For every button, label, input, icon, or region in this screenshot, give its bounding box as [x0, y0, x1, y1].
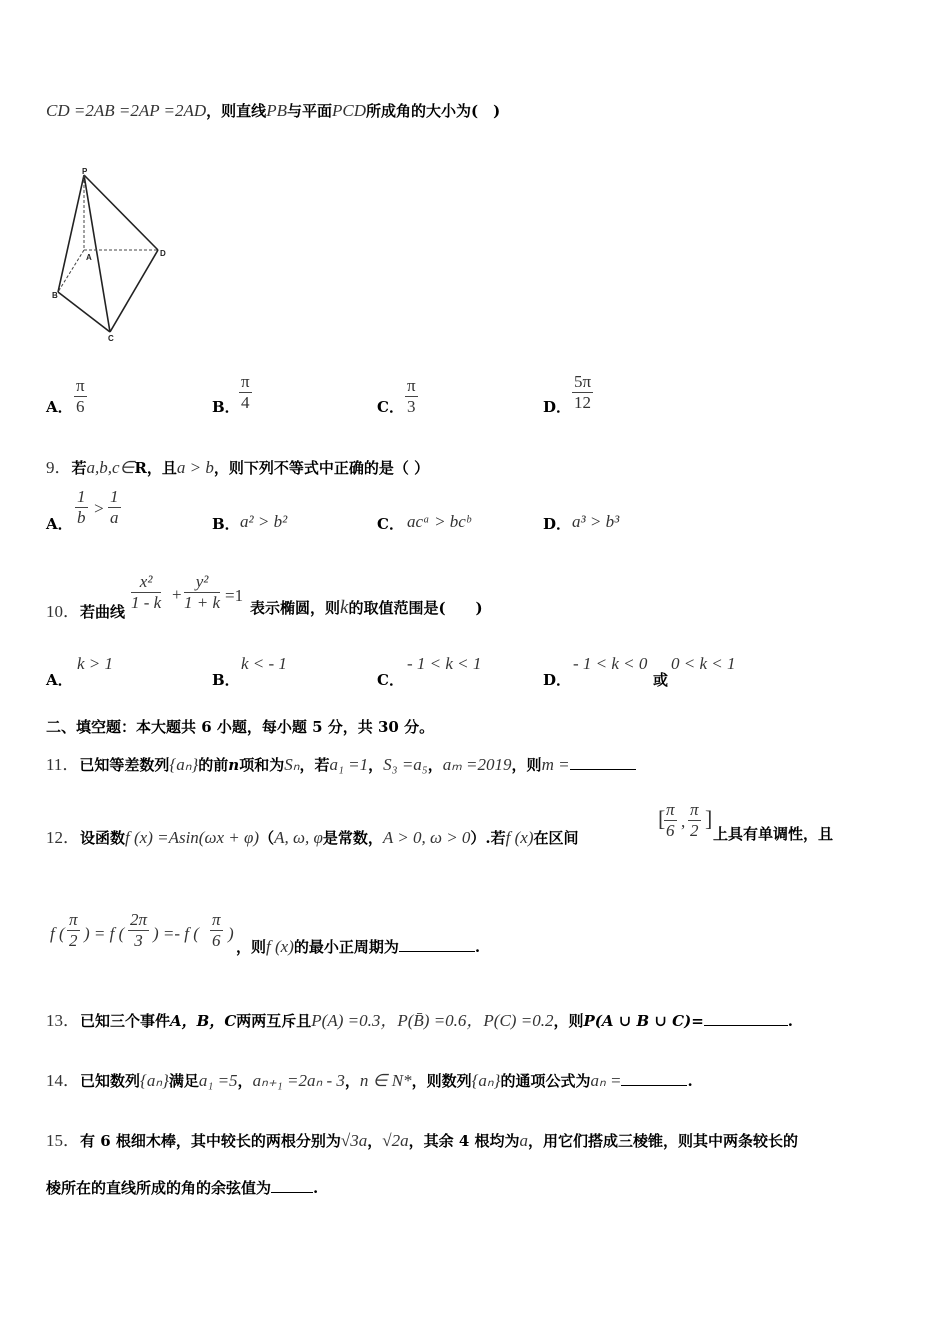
- q12-eq-part-a: f (: [50, 924, 65, 943]
- q10-option-b-label: B．: [212, 671, 240, 689]
- q15-stem: 15．有 6 根细木棒，其中较长的两根分别为√3a，√2a，其余 4 根均为a，用它们搭成三棱锥，则其中两条较长的: [46, 1131, 798, 1150]
- q12-line2: ，则f (x)的最小正周期为 .: [236, 937, 481, 956]
- q12-eq-part-d: ): [228, 924, 234, 943]
- q8-option-d-value: $\frac{5\pi}{12}$: [574, 372, 592, 412]
- q10-option-a-label: A．: [46, 671, 73, 689]
- q8-stem: CD =2AB =2AP =2AD，则直线PB与平面PCD所成角的大小为( ): [46, 101, 501, 120]
- q10-option-d-value: - 1 < k < 0: [573, 654, 648, 673]
- q10-option-a-value: k > 1: [77, 654, 114, 673]
- section-heading: 二、填空题：本大题共 6 小题，每小题 5 分，共 30 分。: [46, 718, 435, 736]
- q8-option-b-label: B．: [212, 398, 240, 416]
- q8-option-d-label: D．: [543, 398, 572, 416]
- q8-option-b-value: $\frac{\pi}{4}$: [241, 372, 250, 412]
- q8-option-a-value: $\frac{\pi}{6}$: [76, 376, 85, 416]
- q9-option-c-value: acᵃ > bcᵇ: [407, 512, 471, 531]
- q11-stem: 11．已知等差数列{aₙ}的前n项和为Sₙ，若a₁ =1，S₃ =a₅，aₘ =2019，则m =: [46, 750, 636, 775]
- q12-eq-frac2: $\frac{2\pi}{3}$: [130, 910, 148, 950]
- q12-stem-end: 上具有单调性，且: [713, 825, 834, 843]
- pyramid-figure: [48, 165, 178, 345]
- q12-interval-frac1: $\frac{\pi}{6}$: [666, 800, 675, 840]
- q10-plus: +: [172, 585, 182, 604]
- q12-eq-part-b: ) = f (: [84, 924, 125, 943]
- q13-stem: 13．已知三个事件A，B，C两两互斥且P(A) =0.3，P(B̄) =0.6，P(C) =0.2，则P(A ∪ B ∪ C)= .: [46, 1011, 794, 1030]
- q12-stem: 12．设函数f (x) =Asin(ωx + φ)（A, ω, φ是常数，A > 0, ω > 0）.若f (x)在区间: [46, 828, 579, 847]
- q10-number: 10．若曲线: [46, 602, 126, 621]
- q8-option-c-value: $\frac{\pi}{3}$: [407, 376, 416, 416]
- q12-eq-frac1: $\frac{\pi}{2}$: [69, 910, 78, 950]
- q10-option-b-value: k < - 1: [241, 654, 287, 673]
- answer-blank[interactable]: [704, 1011, 788, 1026]
- q12-interval-comma: ,: [681, 812, 686, 831]
- q10-option-d-value2: 0 < k < 1: [671, 654, 736, 673]
- answer-blank[interactable]: [621, 1071, 687, 1086]
- q10-option-c-value: - 1 < k < 1: [407, 654, 482, 673]
- answer-blank[interactable]: [271, 1178, 313, 1193]
- q12-interval-right: ]: [705, 806, 713, 831]
- q9-stem: 9．若a,b,c∈R，且a > b，则下列不等式中正确的是（ ）: [46, 458, 430, 477]
- q9-option-a-label: A．: [46, 515, 73, 533]
- answer-blank[interactable]: [570, 755, 636, 770]
- edge-cd: [110, 250, 158, 332]
- label-c: C: [108, 334, 114, 343]
- q10-frac1: $\frac{\text{x²}}{1 - k}$: [131, 572, 162, 612]
- q12-interval-left: [: [658, 806, 666, 831]
- q15-line2: 棱所在的直线所成的角的余弦值为 .: [46, 1179, 319, 1197]
- q14-stem: 14．已知数列{aₙ}满足a₁ =5，aₙ₊₁ =2aₙ - 3，n ∈ N*，则数列{aₙ}的通项公式为aₙ = .: [46, 1071, 693, 1090]
- q10-option-c-label: C．: [377, 671, 404, 689]
- q12-interval-frac2: $\frac{\pi}{2}$: [690, 800, 699, 840]
- label-d: D: [160, 249, 166, 258]
- q10-option-d-or: 或: [653, 671, 669, 689]
- label-b: B: [52, 291, 58, 300]
- q9-option-a-frac1: $\frac{1}{b}$: [77, 487, 86, 527]
- q12-eq-frac3: $\frac{\pi}{6}$: [212, 910, 221, 950]
- q9-option-d-label: D．: [543, 515, 572, 533]
- edge-pb: [58, 175, 84, 292]
- q8-option-a-label: A．: [46, 398, 73, 416]
- q9-option-a-gt: >: [93, 499, 105, 518]
- q9-option-d-value: a³ > b³: [572, 512, 620, 531]
- q9-option-b-value: a² > b²: [240, 512, 288, 531]
- q10-option-d-label: D．: [543, 671, 572, 689]
- label-p: P: [82, 167, 88, 176]
- label-a: A: [86, 253, 92, 262]
- edge-bc: [58, 292, 110, 332]
- q9-option-c-label: C．: [377, 515, 404, 533]
- q8-option-c-label: C．: [377, 398, 404, 416]
- q8-pcd: PCD: [331, 101, 366, 120]
- q10-stem: 表示椭圆，则k的取值范围是( ): [250, 597, 483, 618]
- q10-frac2: $\frac{\text{y²}}{1 + k}$: [184, 572, 221, 612]
- q12-eq-part-c: ) =- f (: [153, 924, 199, 943]
- answer-blank[interactable]: [399, 937, 475, 952]
- q8-pb: PB: [266, 101, 287, 120]
- q10-eq: =1: [225, 586, 244, 605]
- q8-stem-math: CD =2AB =2AP =2AD: [46, 101, 207, 120]
- q9-option-b-label: B．: [212, 515, 240, 533]
- q9-option-a-frac2: $\frac{1}{a}$: [110, 487, 119, 527]
